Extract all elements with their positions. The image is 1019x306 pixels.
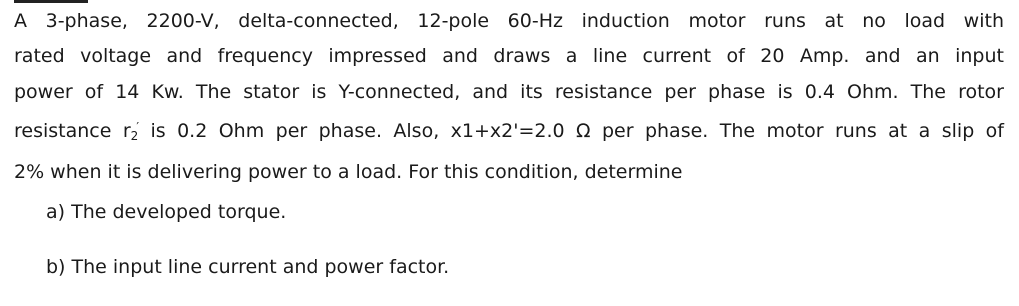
question-part-b: b) The input line current and power factor.: [46, 256, 450, 278]
problem-line-1: A 3-phase, 2200-V, delta-connected, 12-pole 60-Hz induction motor runs at no load with: [14, 10, 1004, 32]
problem-line-4-start: resistance: [14, 120, 123, 143]
question-part-a: a) The developed torque.: [46, 201, 287, 223]
top-rule-divider: [14, 0, 88, 3]
problem-line-4-end: is 0.2 Ohm per phase. Also, x1+x2'=2.0 Ω per phase. The motor runs at a slip of: [139, 120, 1004, 143]
r2-subscript: 2: [130, 129, 139, 144]
problem-line-3: power of 14 Kw. The stator is Y-connected, and its resistance per phase is 0.4 Ohm. The rotor: [14, 80, 1004, 103]
rotor-resistance-symbol: [123, 120, 139, 142]
problem-line-5: 2% when it is delivering power to a load. For this condition, determine: [14, 160, 683, 183]
problem-line-4: [14, 110, 1004, 154]
r2-prime: ′: [136, 120, 140, 135]
problem-line-2: rated voltage and frequency impressed and draws a line current of 20 Amp. and an input: [14, 45, 1004, 68]
r2-base: r: [122, 120, 131, 143]
problem-statement: [14, 4, 1004, 190]
